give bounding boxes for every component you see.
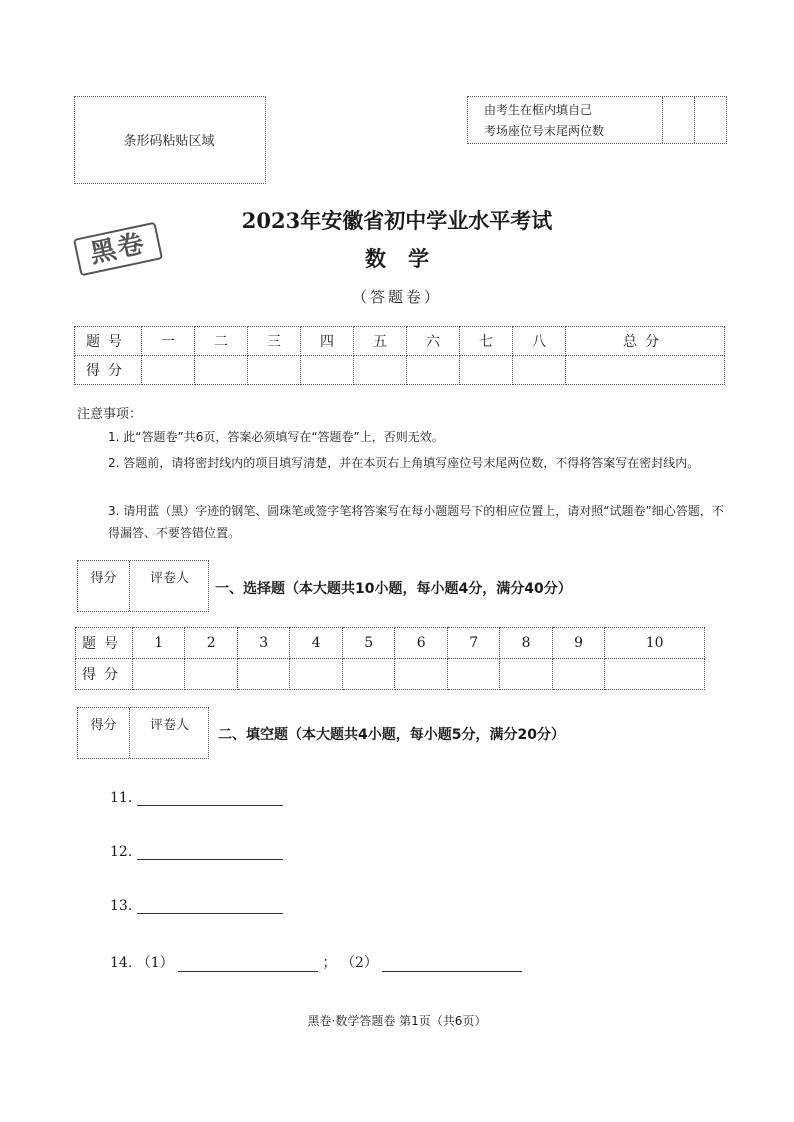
answer-blank[interactable] [137, 791, 283, 806]
note-item: 2. 答题前，请将密封线内的项目填写清楚，并在本页右上角填写座位号末尾两位数，不得将答案写在密封线内。 [108, 456, 700, 470]
answer-blank[interactable] [137, 899, 283, 914]
answer-sheet-subtitle: （答题卷） [351, 288, 442, 306]
mc-answer-cell[interactable] [395, 659, 447, 690]
mc-answer-cell[interactable] [185, 659, 237, 690]
grader-box [77, 707, 209, 759]
answer-blank-part2[interactable] [382, 957, 522, 972]
mc-answer-cell[interactable] [552, 659, 604, 690]
multiple-choice-table [75, 627, 705, 690]
score-table-col: 五 [354, 327, 407, 356]
mc-answer-cell[interactable] [237, 659, 289, 690]
score-cell[interactable] [301, 356, 354, 385]
score-summary-table [74, 326, 725, 385]
page-footer: 黑卷·数学答题卷 第1页（共6页） [307, 1014, 487, 1028]
score-table-col: 二 [195, 327, 248, 356]
mc-header-label: 题号 [76, 628, 133, 659]
question-number: 12. [110, 844, 133, 860]
grader-score-label: 得分 [78, 708, 130, 758]
mc-question-number: 10 [605, 628, 705, 659]
mc-answer-cell[interactable] [290, 659, 342, 690]
mc-answer-cell[interactable] [500, 659, 552, 690]
grader-reviewer-label: 评卷人 [149, 718, 189, 733]
mc-question-number: 6 [395, 628, 447, 659]
answer-blank[interactable] [137, 845, 283, 860]
notes-title: 注意事项： [77, 407, 143, 422]
mc-question-number: 2 [185, 628, 237, 659]
score-table-col: 四 [301, 327, 354, 356]
score-cell[interactable] [354, 356, 407, 385]
score-cell[interactable] [248, 356, 301, 385]
mc-question-number: 4 [290, 628, 342, 659]
mc-score-label: 得分 [76, 659, 133, 690]
mc-answer-cell[interactable] [605, 659, 705, 690]
score-table-col: 三 [248, 327, 301, 356]
mc-answer-cell[interactable] [447, 659, 499, 690]
score-cell[interactable] [460, 356, 513, 385]
mc-answer-cell[interactable] [342, 659, 394, 690]
question-number: 13. [110, 898, 133, 914]
exam-title: 2023年安徽省初中学业水平考试 [241, 208, 553, 233]
score-table-header-label: 题号 [75, 327, 142, 356]
mc-question-number: 7 [447, 628, 499, 659]
grader-score-label: 得分 [78, 561, 130, 611]
seat-digit-cell[interactable] [662, 97, 695, 143]
score-cell[interactable] [566, 356, 725, 385]
grader-box [77, 560, 209, 612]
barcode-area-label: 条形码粘贴区域 [123, 134, 215, 149]
score-cell[interactable] [195, 356, 248, 385]
fill-question-12 [110, 844, 283, 860]
subpart-1-label: （1） [136, 955, 174, 971]
section-fill-blank-title: 二、填空题（本大题共4小题，每小题5分，满分20分） [218, 727, 565, 743]
score-table-col: 六 [407, 327, 460, 356]
seat-number-box [467, 96, 727, 144]
section-multiple-choice-title: 一、选择题（本大题共10小题，每小题4分，满分40分） [215, 581, 572, 597]
mc-question-number: 3 [237, 628, 289, 659]
heijuan-stamp: 黑卷 [73, 222, 163, 277]
seat-instruction-line1: 由考生在框内填自己 [484, 103, 593, 117]
seat-instruction-line2: 考场座位号末尾两位数 [484, 124, 605, 138]
fill-question-13 [110, 898, 283, 914]
mc-question-number: 9 [552, 628, 604, 659]
score-cell[interactable] [513, 356, 566, 385]
fill-question-11 [110, 790, 283, 806]
score-table-col: 一 [142, 327, 195, 356]
subject-title: 数学 [365, 246, 451, 271]
note-item: 3. 请用蓝（黑）字迹的钢笔、圆珠笔或签字笔将答案写在每小题题号下的相应位置上，请对照“试题卷”细心答题，不得漏答、不要答错位置。 [108, 504, 724, 540]
score-cell[interactable] [142, 356, 195, 385]
score-table-col: 七 [460, 327, 513, 356]
note-item: 1. 此“答题卷”共6页，答案必须填写在“答题卷”上，否则无效。 [108, 430, 444, 444]
mc-answer-cell[interactable] [133, 659, 185, 690]
mc-question-number: 5 [342, 628, 394, 659]
score-table-col: 八 [513, 327, 566, 356]
score-table-row-label: 得分 [75, 356, 142, 385]
mc-question-number: 8 [500, 628, 552, 659]
score-cell[interactable] [407, 356, 460, 385]
question-number: 14. [110, 955, 133, 971]
separator: ； [322, 955, 337, 971]
fill-question-14 [110, 952, 522, 972]
answer-blank-part1[interactable] [178, 957, 318, 972]
seat-digit-cell[interactable] [694, 97, 727, 143]
score-table-col-total: 总分 [566, 327, 725, 356]
question-number: 11. [110, 790, 133, 806]
mc-question-number: 1 [133, 628, 185, 659]
grader-reviewer-label: 评卷人 [149, 571, 189, 586]
subpart-2-label: （2） [341, 955, 378, 971]
